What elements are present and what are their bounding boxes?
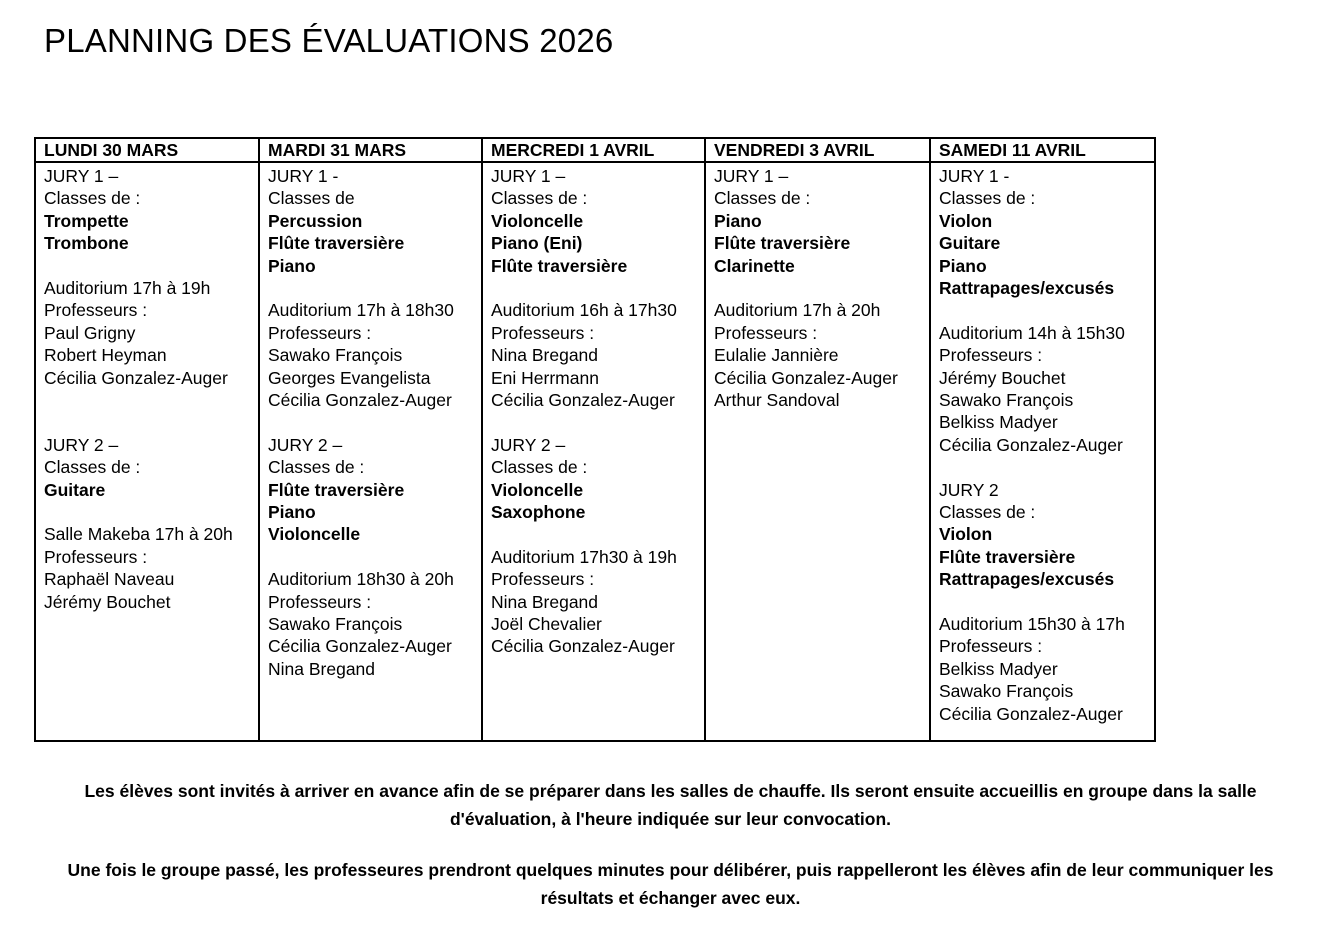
schedule-line: Georges Evangelista: [268, 367, 431, 388]
schedule-line: Classes de :: [44, 457, 141, 478]
schedule-line: Classes de :: [939, 188, 1036, 209]
instrument-class: Violon: [939, 524, 993, 545]
instrument-class: Saxophone: [491, 502, 586, 523]
spacer-line: [44, 389, 258, 411]
evaluation-schedule-table: [34, 137, 1156, 742]
schedule-line: Professeurs :: [939, 636, 1043, 657]
instrument-class: Piano: [268, 255, 316, 276]
schedule-line: Professeurs :: [491, 322, 595, 343]
spacer-line: [491, 411, 704, 433]
schedule-line: JURY 1 -: [939, 166, 1010, 186]
schedule-line: JURY 2 –: [491, 434, 566, 455]
schedule-line: Classes de :: [44, 188, 141, 209]
instrument-class: Piano: [939, 255, 987, 276]
spacer-line: [44, 411, 258, 433]
instrument-class: Rattrapages/excusés: [939, 278, 1115, 299]
page-title: PLANNING DES ÉVALUATIONS 2026: [44, 22, 614, 59]
schedule-line: Cécilia Gonzalez-Auger: [268, 390, 452, 411]
schedule-line: Professeurs :: [268, 322, 372, 343]
day-cell-friday: [705, 162, 930, 741]
schedule-line: JURY 2: [939, 479, 999, 500]
spacer-line: [939, 456, 1154, 478]
schedule-line: Raphaël Naveau: [44, 569, 175, 590]
schedule-line: Auditorium 18h30 à 20h: [268, 569, 454, 590]
schedule-line: Classes de :: [268, 457, 365, 478]
day-cell-tuesday: [259, 162, 482, 741]
schedule-line: Nina Bregand: [268, 658, 376, 679]
schedule-body-row: [35, 162, 1155, 741]
schedule-line: Classes de :: [491, 457, 588, 478]
schedule-line: Paul Grigny: [44, 322, 136, 343]
spacer-line: [268, 277, 481, 299]
schedule-line: Sawako François: [268, 614, 403, 635]
instrument-class: Rattrapages/excusés: [939, 569, 1115, 590]
instrument-class: Violon: [939, 210, 993, 231]
arrival-note: Les élèves sont invités à arriver en avance afin de se préparer dans les salles de chauffe. Ils seront ensuite accueillis en groupe dans la salle d'évaluation, à l'heure indiquée sur leur convocation.: [84, 781, 1257, 829]
schedule-line: Auditorium 14h à 15h30: [939, 322, 1125, 343]
spacer-line: [268, 546, 481, 568]
schedule-line: Nina Bregand: [491, 345, 599, 366]
schedule-line: Cécilia Gonzalez-Auger: [491, 636, 675, 657]
instrument-class: Flûte traversière: [714, 233, 851, 254]
instrument-class: Violoncelle: [268, 524, 361, 545]
schedule-line: Classes de :: [714, 188, 811, 209]
instrument-class: Violoncelle: [491, 479, 584, 500]
instrument-class: Percussion: [268, 210, 363, 231]
schedule-line: Cécilia Gonzalez-Auger: [939, 434, 1123, 455]
schedule-line: Sawako François: [939, 390, 1074, 411]
spacer-line: [44, 255, 258, 277]
schedule-line: Auditorium 17h à 19h: [44, 278, 211, 299]
instrument-class: Piano: [714, 210, 762, 231]
instrument-class: Clarinette: [714, 255, 795, 276]
schedule-line: Belkiss Madyer: [939, 658, 1058, 679]
instrument-class: Guitare: [939, 233, 1001, 254]
schedule-line: Belkiss Madyer: [939, 412, 1058, 433]
schedule-line: Sawako François: [939, 681, 1074, 702]
schedule-line: Professeurs :: [939, 345, 1043, 366]
schedule-line: Cécilia Gonzalez-Auger: [268, 636, 452, 657]
schedule-line: Professeurs :: [268, 591, 372, 612]
instrument-class: Piano (Eni): [491, 233, 583, 254]
spacer-line: [714, 277, 929, 299]
schedule-line: JURY 1 –: [491, 166, 566, 186]
spacer-line: [44, 501, 258, 523]
schedule-line: Eni Herrmann: [491, 367, 599, 388]
day-header-tuesday: MARDI 31 MARS: [259, 138, 482, 162]
spacer-line: [491, 523, 704, 545]
day-header-saturday: SAMEDI 11 AVRIL: [930, 138, 1155, 162]
schedule-line: Salle Makeba 17h à 20h: [44, 524, 233, 545]
instrument-class: Piano: [268, 502, 316, 523]
schedule-line: Classes de :: [939, 502, 1036, 523]
schedule-line: Cécilia Gonzalez-Auger: [491, 390, 675, 411]
instrument-class: Guitare: [44, 479, 106, 500]
schedule-line: Professeurs :: [714, 322, 818, 343]
schedule-line: Auditorium 17h à 18h30: [268, 300, 454, 321]
schedule-line: Auditorium 16h à 17h30: [491, 300, 677, 321]
day-cell-wednesday: [482, 162, 705, 741]
instrument-class: Violoncelle: [491, 210, 584, 231]
schedule-line: JURY 1 –: [714, 166, 789, 186]
spacer-line: [491, 277, 704, 299]
schedule-header-row: [35, 138, 1155, 162]
schedule-line: Classes de :: [491, 188, 588, 209]
schedule-line: Cécilia Gonzalez-Auger: [44, 367, 228, 388]
schedule-line: JURY 1 –: [44, 166, 119, 186]
schedule-line: Nina Bregand: [491, 591, 599, 612]
schedule-line: JURY 1 -: [268, 166, 339, 186]
schedule-line: Jérémy Bouchet: [939, 367, 1066, 388]
schedule-line: Classes de: [268, 188, 355, 209]
schedule-line: Jérémy Bouchet: [44, 591, 171, 612]
instrument-class: Flûte traversière: [491, 255, 628, 276]
day-cell-monday: [35, 162, 259, 741]
schedule-line: Auditorium 17h30 à 19h: [491, 546, 677, 567]
instrument-class: Flûte traversière: [939, 546, 1076, 567]
schedule-line: Eulalie Jannière: [714, 345, 839, 366]
spacer-line: [939, 591, 1154, 613]
instrument-class: Trompette: [44, 210, 129, 231]
day-header-friday: VENDREDI 3 AVRIL: [705, 138, 930, 162]
schedule-line: JURY 2 –: [268, 434, 343, 455]
schedule-line: JURY 2 –: [44, 434, 119, 455]
schedule-line: Professeurs :: [44, 300, 148, 321]
instrument-class: Flûte traversière: [268, 479, 405, 500]
schedule-line: Cécilia Gonzalez-Auger: [939, 703, 1123, 724]
schedule-line: Arthur Sandoval: [714, 390, 840, 411]
schedule-line: Professeurs :: [491, 569, 595, 590]
spacer-line: [268, 411, 481, 433]
schedule-line: Auditorium 17h à 20h: [714, 300, 881, 321]
spacer-line: [939, 299, 1154, 321]
instrument-class: Trombone: [44, 233, 129, 254]
day-cell-saturday: [930, 162, 1155, 741]
day-header-monday: LUNDI 30 MARS: [35, 138, 259, 162]
deliberation-note: Une fois le groupe passé, les professeures prendront quelques minutes pour délibérer, puis rappelleront les élèves afin de leur communiquer les résultats et échanger avec eux.: [67, 860, 1274, 908]
schedule-line: Robert Heyman: [44, 345, 167, 366]
schedule-line: Sawako François: [268, 345, 403, 366]
schedule-line: Auditorium 15h30 à 17h: [939, 614, 1125, 635]
day-header-wednesday: MERCREDI 1 AVRIL: [482, 138, 705, 162]
schedule-line: Joël Chevalier: [491, 614, 602, 635]
schedule-line: Cécilia Gonzalez-Auger: [714, 367, 898, 388]
schedule-line: Professeurs :: [44, 546, 148, 567]
instrument-class: Flûte traversière: [268, 233, 405, 254]
